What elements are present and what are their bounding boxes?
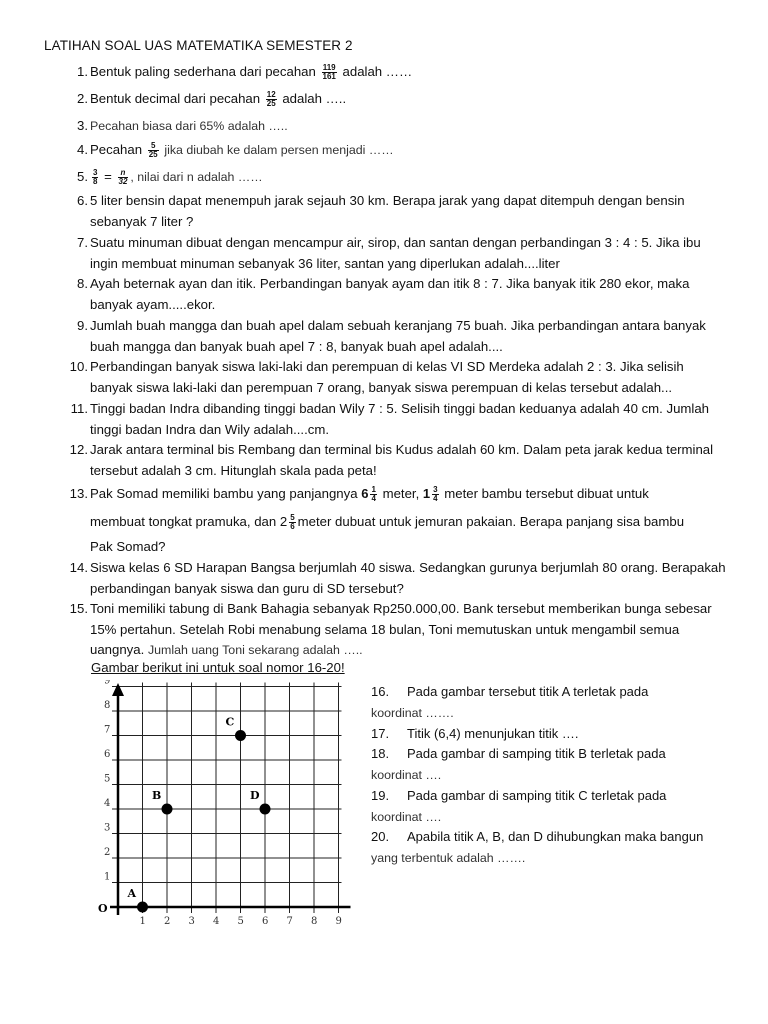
point-d bbox=[260, 804, 271, 815]
point-a bbox=[137, 902, 148, 913]
question-2 bbox=[66, 89, 726, 110]
question-text: Pak Somad? bbox=[90, 539, 166, 554]
y-tick-label: 8 bbox=[104, 700, 111, 711]
question-text: adalah …… bbox=[342, 64, 413, 79]
question-number: 5. bbox=[77, 169, 88, 184]
question-text: koordinat …. bbox=[371, 809, 442, 824]
point-label-b: B bbox=[152, 789, 162, 802]
question-number: 11. bbox=[70, 401, 88, 416]
x-tick-label: 5 bbox=[237, 916, 244, 927]
question-text: Pecahan biasa dari 65% adalah ….. bbox=[90, 119, 288, 133]
question-text: Apabila titik A, B, dan D dihubungkan maka bangun bbox=[407, 829, 704, 844]
question-text: meter bambu tersebut dibuat untuk bbox=[444, 486, 649, 501]
x-tick-label: 4 bbox=[213, 916, 220, 927]
question-text: Suatu minuman dibuat dengan mencampur air, sirop, dan santan dengan perbandingan 3 : 4 : 5. Jika ibu ingin membuat minuman sebanyak 36 liter, santan yang diperlukan adalah....liter bbox=[90, 235, 701, 271]
origin-label: O bbox=[98, 902, 108, 915]
question-text: Perbandingan banyak siswa laki-laki dan perempuan di kelas VI SD Merdeka adalah 2 : 3. Jika selisih banyak siswa laki-laki dan perempuan 7 orang, banyak siswa perempuan di kelas tersebut adalah... bbox=[90, 359, 684, 395]
question-number: 14. bbox=[69, 560, 88, 575]
question-13 bbox=[66, 484, 726, 505]
question-text: Toni memiliki tabung di Bank Bahagia sebanyak Rp250.000,00. Bank tersebut memberikan bunga sebesar 15% pertahun. Setelah Robi menabung selama 18 bulan, Toni memutuskan untuk mengambil semua uangnya. bbox=[90, 601, 712, 657]
question-13-line-3 bbox=[66, 537, 726, 558]
question-19 bbox=[371, 786, 731, 828]
fraction: $\frac{5}{25}$ bbox=[148, 141, 158, 160]
question-17 bbox=[371, 724, 731, 745]
question-text: Pada gambar tersebut titik A terletak pada bbox=[407, 684, 649, 699]
point-label-a: A bbox=[127, 887, 137, 900]
point-label-c: C bbox=[225, 715, 235, 729]
question-number: 8. bbox=[77, 276, 88, 291]
mixed-number-whole: 2 bbox=[279, 514, 288, 529]
question-10 bbox=[66, 357, 726, 398]
fraction: $\frac{3}{4}$ bbox=[433, 485, 438, 504]
question-number: 19. bbox=[371, 788, 390, 803]
question-14 bbox=[66, 558, 726, 599]
question-text: Jarak antara terminal bis Rembang dan terminal bis Kudus adalah 60 km. Dalam peta jarak kedua terminal tersebut adalah 3 cm. Hitunglah skala pada peta! bbox=[90, 442, 714, 478]
y-tick-label: 5 bbox=[104, 773, 111, 785]
question-number: 4. bbox=[77, 142, 88, 157]
question-text: meter, bbox=[382, 486, 420, 501]
y-tick-label: 6 bbox=[104, 749, 111, 760]
question-text: Titik (6,4) menunjukan titik …. bbox=[407, 726, 579, 741]
question-number: 13. bbox=[69, 486, 88, 501]
question-text: Tinggi badan Indra dibanding tinggi badan Wily 7 : 5. Selisih tinggi badan keduanya adalah 40 cm. Jumlah tinggi badan Indra dan Wily adalah....cm. bbox=[90, 401, 710, 437]
question-number: 18. bbox=[371, 746, 390, 761]
question-text: Jumlah buah mangga dan buah apel dalam sebuah keranjang 75 buah. Jika perbandingan antara banyak buah mangga dan banyak buah apel 7 : 8, banyak buah apel adalah.... bbox=[90, 318, 706, 354]
question-9 bbox=[66, 316, 726, 357]
equals-sign: = bbox=[104, 169, 112, 184]
question-16 bbox=[371, 682, 731, 724]
fraction: $\frac{n}{32}$ bbox=[118, 168, 128, 187]
mixed-number-whole: 6 bbox=[361, 486, 369, 501]
question-number: 7. bbox=[77, 235, 88, 250]
fraction: $\frac{5}{6}$ bbox=[290, 513, 295, 532]
question-number: 20. bbox=[371, 829, 390, 844]
coordinate-grid bbox=[88, 680, 368, 940]
y-tick-label: 3 bbox=[104, 822, 111, 834]
y-tick-label: 4 bbox=[104, 798, 111, 809]
question-number: 10. bbox=[69, 359, 88, 374]
question-text: yang terbentuk adalah ……. bbox=[371, 850, 526, 865]
y-tick-label: 9 bbox=[104, 680, 111, 687]
question-number: 17. bbox=[371, 726, 390, 741]
question-12 bbox=[66, 440, 726, 481]
x-tick-label: 9 bbox=[335, 916, 342, 927]
point-label-d: D bbox=[250, 789, 260, 802]
question-number: 9. bbox=[77, 318, 88, 333]
question-text: Pak Somad memiliki bambu yang panjangnya bbox=[90, 486, 358, 501]
question-11 bbox=[66, 399, 726, 440]
question-text: Ayah beternak ayan dan itik. Perbandingan banyak ayam dan itik 8 : 7. Jika banyak itik 280 ekor, maka banyak ayam.....ekor. bbox=[90, 276, 690, 312]
y-tick-label: 2 bbox=[104, 847, 111, 858]
question-text: membuat tongkat pramuka, dan bbox=[90, 514, 277, 529]
question-text: Pecahan bbox=[90, 142, 143, 157]
x-tick-label: 2 bbox=[164, 916, 171, 927]
question-15 bbox=[66, 599, 726, 661]
question-18 bbox=[371, 744, 731, 786]
fraction: $\frac{1}{4}$ bbox=[371, 485, 376, 504]
y-axis-arrow bbox=[112, 683, 124, 696]
question-number: 1. bbox=[77, 64, 88, 79]
x-tick-label: 3 bbox=[188, 916, 195, 927]
question-text: Siswa kelas 6 SD Harapan Bangsa berjumlah 40 siswa. Sedangkan gurunya berjumlah 80 orang. Berapakah perbandingan banyak siswa dan guru di SD tersebut? bbox=[90, 560, 726, 596]
figure-caption: Gambar berikut ini untuk soal nomor 16-20! bbox=[91, 660, 345, 675]
question-number: 15. bbox=[69, 601, 88, 616]
question-text: koordinat …. bbox=[371, 767, 442, 782]
point-c bbox=[235, 730, 246, 741]
x-tick-label: 1 bbox=[139, 916, 146, 927]
fraction: $\frac{12}{25}$ bbox=[266, 90, 276, 109]
question-text: Bentuk decimal dari pecahan bbox=[90, 91, 261, 106]
question-number: 6. bbox=[77, 193, 88, 208]
question-text: koordinat ……. bbox=[371, 705, 454, 720]
y-tick-label: 1 bbox=[104, 871, 111, 883]
question-6 bbox=[66, 191, 726, 232]
x-tick-label: 7 bbox=[286, 916, 293, 927]
question-1 bbox=[66, 62, 726, 83]
page-title: LATIHAN SOAL UAS MATEMATIKA SEMESTER 2 bbox=[44, 38, 353, 53]
y-tick-label: 7 bbox=[104, 724, 111, 736]
fraction: $\frac{119}{161}$ bbox=[322, 63, 336, 82]
x-tick-label: 8 bbox=[311, 916, 318, 927]
x-tick-label: 6 bbox=[262, 916, 269, 927]
question-text: jika diubah ke dalam persen menjadi …… bbox=[164, 143, 394, 157]
fraction: $\frac{3}{8}$ bbox=[93, 168, 98, 187]
question-7 bbox=[66, 233, 726, 274]
question-text: 5 liter bensin dapat menempuh jarak sejauh 30 km. Berapa jarak yang dapat ditempuh dengan bensin sebanyak 7 liter ? bbox=[90, 193, 685, 229]
question-text: meter dubuat untuk jemuran pakaian. Berapa panjang sisa bambu bbox=[297, 514, 685, 529]
question-text: , nilai dari n adalah …… bbox=[130, 170, 263, 184]
question-text: Bentuk paling sederhana dari pecahan bbox=[90, 64, 316, 79]
question-13-line-2 bbox=[66, 512, 726, 533]
question-text: Pada gambar di samping titik B terletak pada bbox=[407, 746, 666, 761]
question-8 bbox=[66, 274, 726, 315]
coordinate-grid-svg bbox=[88, 680, 368, 935]
question-5 bbox=[66, 167, 726, 188]
point-b bbox=[162, 804, 173, 815]
question-3 bbox=[66, 116, 726, 137]
question-4 bbox=[66, 140, 726, 161]
question-number: 2. bbox=[77, 91, 88, 106]
question-text: Pada gambar di samping titik C terletak pada bbox=[407, 788, 667, 803]
question-number: 12. bbox=[69, 442, 88, 457]
question-text: adalah ….. bbox=[282, 91, 347, 106]
question-text: Jumlah uang Toni sekarang adalah ….. bbox=[147, 643, 363, 657]
question-20 bbox=[371, 827, 731, 869]
question-number: 3. bbox=[77, 118, 88, 133]
question-number: 16. bbox=[371, 684, 390, 699]
mixed-number-whole: 1 bbox=[422, 486, 431, 501]
